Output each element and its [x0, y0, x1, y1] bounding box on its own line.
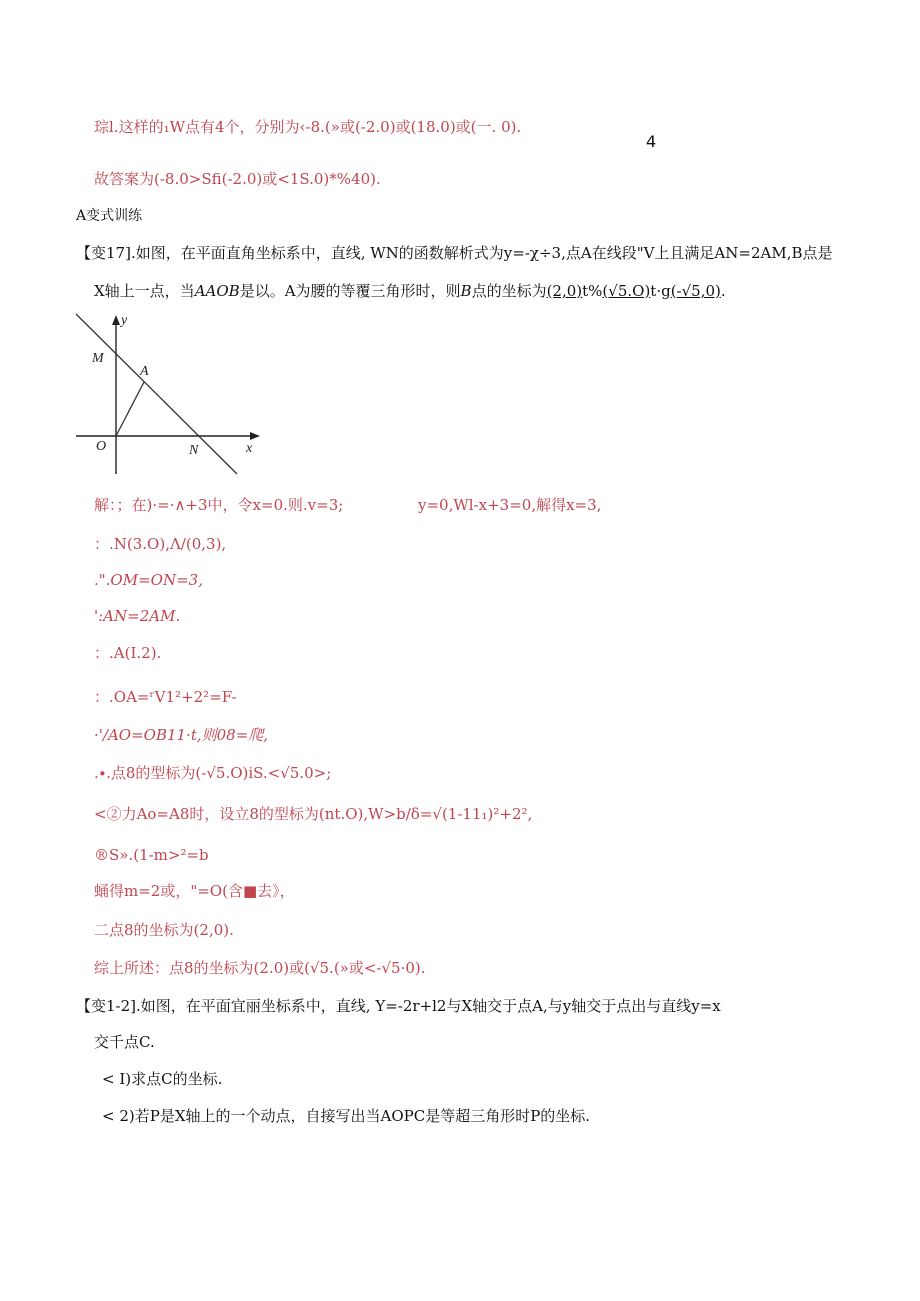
point-n-label: N — [189, 443, 199, 458]
triangle-label: AAOB — [194, 282, 240, 300]
answer-blank: (-√5,0) — [670, 282, 721, 300]
solution-line: 琮l.这样的₁W点有4个，分别为‹-8.(»或(-2.0)或(18.0)或(一. 0). — [94, 118, 522, 136]
answer-separator: t·g — [650, 282, 671, 300]
coordinate-figure — [72, 312, 264, 478]
problem-text-part: . — [720, 282, 726, 300]
solution-line: y=0,Wl-x+3=0,解得x=3, — [418, 496, 602, 514]
answer-line: 故答案为(-8.0>Sfi(-2.0)或<1S.0)*%40). — [94, 170, 381, 188]
solution-line: .".OM=ON=3, — [94, 571, 203, 589]
question-2: < 2)若P是X轴上的一个动点，自接写出当AOPC是等超三角形时P的坐标. — [102, 1107, 591, 1125]
answer-blank: (√5.O) — [602, 282, 651, 300]
solution-line: ：.N(3.O),Λ/(0,3), — [94, 535, 227, 553]
coordinate-figure-svg — [72, 312, 264, 478]
solution-line: <②力Ao=A8时，设立8的型标为(nt.O),W>b∕δ=√(1-11₁)²+2², — [94, 805, 533, 823]
question-1: < I)求点C的坐标. — [102, 1070, 223, 1088]
solution-line: 二点8的坐标为(2,0). — [94, 921, 234, 939]
problem-text — [94, 281, 726, 301]
solution-line: ®S».(1-m>²=b — [94, 846, 209, 864]
solution-line: ·'/AO=OB11·t,则08=爬, — [94, 726, 269, 744]
segment-oa — [116, 382, 144, 436]
page-number: 4 — [646, 132, 657, 151]
y-axis-label: y — [121, 313, 128, 328]
solution-line: ：.OA=ʳV1²+2²=F- — [94, 688, 237, 706]
solution-line: ':AN=2AM. — [94, 607, 181, 625]
point-a-label: A — [140, 364, 149, 379]
section-title: A变式训练 — [76, 208, 143, 224]
solution-line: 解：；在)·=·∧+3中，令x=0.则.v=3; — [94, 496, 344, 514]
point-o-label: O — [96, 439, 107, 454]
x-axis-arrow — [250, 432, 260, 440]
problem-text: 交千点C. — [94, 1033, 155, 1051]
solution-line: .∙.点8的型标为(-√5.O)iS.<√5.0>; — [94, 764, 332, 782]
solution-line: ：.A(I.2). — [94, 644, 162, 662]
solution-line: 综上所述：点8的坐标为(2.0)或(√5.(»或<-√5·0). — [94, 959, 426, 977]
answer-blank: (2,0) — [546, 282, 583, 300]
problem-text-part: X轴上一点，当 — [94, 282, 195, 300]
problem-text-part: 点的坐标为 — [471, 282, 547, 300]
problem-text: 【变17].如图，在平面直角坐标系中，直线, WN的函数解析式为y=-χ÷3,点A在线段"V上且满足AN=2AM,B点是 — [76, 244, 833, 262]
point-m-label: M — [92, 351, 104, 366]
y-axis-arrow — [112, 315, 120, 325]
point-label: B — [460, 282, 472, 300]
problem-text-part: 是以。A为腰的等覆三角形时，则 — [239, 282, 461, 300]
solution-line: 蛹得m=2或，"=O(含■去》， — [94, 882, 295, 900]
answer-separator: t% — [582, 282, 603, 300]
problem-text: 【变1-2].如图，在平面宜丽坐标系中，直线, Y=-2r+l2与X轴交于点A,与y轴交于点出与直线y=x — [76, 997, 721, 1015]
x-axis-label: x — [246, 441, 253, 456]
